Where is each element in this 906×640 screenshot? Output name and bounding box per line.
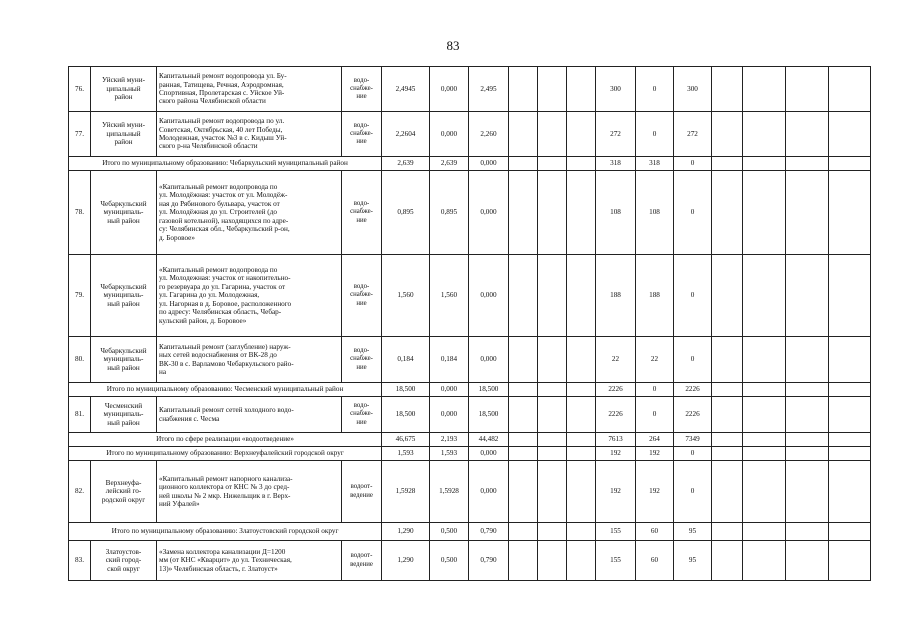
table-row — [69, 67, 871, 112]
value-cell: 0,000 — [469, 255, 509, 337]
value-cell: 0 — [674, 461, 712, 523]
value-cell: 2,260 — [469, 112, 509, 157]
value-cell: 22 — [636, 337, 674, 383]
value-cell: 2226 — [596, 383, 636, 397]
value-cell: 2226 — [674, 383, 712, 397]
empty-cell — [829, 447, 871, 461]
empty-cell — [786, 171, 829, 255]
value-cell: 2226 — [596, 397, 636, 433]
empty-cell — [567, 383, 596, 397]
empty-cell — [509, 397, 538, 433]
value-cell: 192 — [596, 447, 636, 461]
value-cell: 18,500 — [469, 383, 509, 397]
empty-cell — [743, 461, 786, 523]
empty-cell — [567, 157, 596, 171]
empty-cell — [786, 541, 829, 581]
empty-cell — [509, 171, 538, 255]
empty-cell — [712, 461, 743, 523]
empty-cell — [743, 433, 786, 447]
total-label: Итого по муниципальному образованию: Чесменский муниципальный район — [69, 383, 382, 397]
empty-cell — [538, 397, 567, 433]
value-cell: 1,5928 — [430, 461, 469, 523]
empty-cell — [786, 383, 829, 397]
sphere-cell: водо- снабже- ние — [342, 171, 382, 255]
total-label: Итого по муниципальному образованию: Верхнеуфалейский городской округ — [69, 447, 382, 461]
value-cell: 95 — [674, 541, 712, 581]
value-cell: 7349 — [674, 433, 712, 447]
value-cell: 0 — [674, 337, 712, 383]
table-row — [69, 397, 871, 433]
value-cell: 0,895 — [430, 171, 469, 255]
municipality-cell: Чебаркульский муниципаль- ный район — [91, 255, 157, 337]
municipality-cell: Чебаркульский муниципаль- ный район — [91, 337, 157, 383]
row-number: 78. — [69, 171, 91, 255]
empty-cell — [567, 171, 596, 255]
empty-cell — [712, 383, 743, 397]
value-cell: 2,639 — [382, 157, 430, 171]
value-cell: 272 — [674, 112, 712, 157]
empty-cell — [509, 523, 538, 541]
empty-cell — [786, 461, 829, 523]
empty-cell — [712, 433, 743, 447]
value-cell: 1,560 — [430, 255, 469, 337]
value-cell: 60 — [636, 541, 674, 581]
value-cell: 1,560 — [382, 255, 430, 337]
value-cell: 0,000 — [469, 157, 509, 171]
total-row — [69, 433, 871, 447]
empty-cell — [712, 337, 743, 383]
empty-cell — [712, 112, 743, 157]
empty-cell — [538, 523, 567, 541]
empty-cell — [509, 433, 538, 447]
value-cell: 1,593 — [382, 447, 430, 461]
description-cell: «Капитальный ремонт водопровода по ул. Молодёжная: участок от ул. Молодёж- ная до Рябинового бульвара, участок от ул. Молодёжная до ул. Строителей (до газовой котельной), находящихся по адре- су: Челябинская обл., Чебаркульский р-он, д. Боровое» — [157, 171, 342, 255]
sphere-cell: водо- снабже- ние — [342, 67, 382, 112]
empty-cell — [538, 433, 567, 447]
empty-cell — [743, 171, 786, 255]
empty-cell — [829, 397, 871, 433]
municipality-cell: Златоустов- ский город- ской округ — [91, 541, 157, 581]
value-cell: 0,000 — [469, 461, 509, 523]
value-cell: 0,500 — [430, 541, 469, 581]
total-row — [69, 447, 871, 461]
empty-cell — [567, 255, 596, 337]
value-cell: 0,790 — [469, 541, 509, 581]
value-cell: 0,000 — [430, 383, 469, 397]
value-cell: 2,193 — [430, 433, 469, 447]
value-cell: 0 — [636, 383, 674, 397]
value-cell: 2,639 — [430, 157, 469, 171]
table-row — [69, 337, 871, 383]
value-cell: 188 — [596, 255, 636, 337]
value-cell: 2,495 — [469, 67, 509, 112]
value-cell: 300 — [674, 67, 712, 112]
empty-cell — [712, 541, 743, 581]
description-cell: «Капитальный ремонт водопровода по ул. Молодежная: участок от накопительно- го резервуара до ул. Гагарина, участок от ул. Гагарина до ул. Молодежная, ул. Нагорная в д. Боровое, расположенного по адресу: Челябинская область, Чебар- кульский район, д. Боровое» — [157, 255, 342, 337]
value-cell: 18,500 — [382, 397, 430, 433]
value-cell: 192 — [636, 461, 674, 523]
value-cell: 2,4945 — [382, 67, 430, 112]
value-cell: 155 — [596, 523, 636, 541]
empty-cell — [538, 461, 567, 523]
total-row — [69, 523, 871, 541]
value-cell: 0,000 — [469, 171, 509, 255]
empty-cell — [743, 541, 786, 581]
empty-cell — [538, 157, 567, 171]
total-label: Итого по сфере реализации «водоотведение» — [69, 433, 382, 447]
value-cell: 0,184 — [430, 337, 469, 383]
value-cell: 2226 — [674, 397, 712, 433]
value-cell: 60 — [636, 523, 674, 541]
empty-cell — [509, 157, 538, 171]
value-cell: 188 — [636, 255, 674, 337]
empty-cell — [567, 433, 596, 447]
empty-cell — [509, 541, 538, 581]
value-cell: 1,290 — [382, 523, 430, 541]
value-cell: 22 — [596, 337, 636, 383]
empty-cell — [509, 255, 538, 337]
value-cell: 2,2604 — [382, 112, 430, 157]
value-cell: 108 — [596, 171, 636, 255]
value-cell: 264 — [636, 433, 674, 447]
row-number: 81. — [69, 397, 91, 433]
empty-cell — [743, 337, 786, 383]
value-cell: 0,000 — [430, 67, 469, 112]
empty-cell — [786, 157, 829, 171]
value-cell: 155 — [596, 541, 636, 581]
value-cell: 0,000 — [430, 397, 469, 433]
empty-cell — [567, 67, 596, 112]
empty-cell — [509, 447, 538, 461]
value-cell: 0,790 — [469, 523, 509, 541]
empty-cell — [786, 433, 829, 447]
value-cell: 18,500 — [382, 383, 430, 397]
value-cell: 95 — [674, 523, 712, 541]
row-number: 83. — [69, 541, 91, 581]
description-cell: «Капитальный ремонт напорного канализа- ционного коллектора от КНС № 3 до сред- ней школы № 2 мкр. Нижельщик в г. Верх- ний Уфалей» — [157, 461, 342, 523]
empty-cell — [509, 383, 538, 397]
value-cell: 0 — [636, 397, 674, 433]
empty-cell — [567, 397, 596, 433]
empty-cell — [829, 112, 871, 157]
description-cell: Капитальный ремонт водопровода по ул. Советская, Октябрьская, 40 лет Победы, Молодежная, участок №3 в с. Кидыш Уй- ского р-на Челябинской области — [157, 112, 342, 157]
value-cell: 18,500 — [469, 397, 509, 433]
empty-cell — [509, 337, 538, 383]
empty-cell — [538, 337, 567, 383]
empty-cell — [712, 157, 743, 171]
empty-cell — [567, 541, 596, 581]
value-cell: 318 — [636, 157, 674, 171]
empty-cell — [786, 397, 829, 433]
empty-cell — [538, 171, 567, 255]
empty-cell — [829, 67, 871, 112]
empty-cell — [538, 67, 567, 112]
empty-cell — [567, 461, 596, 523]
empty-cell — [743, 397, 786, 433]
empty-cell — [786, 255, 829, 337]
table-row — [69, 112, 871, 157]
value-cell: 46,675 — [382, 433, 430, 447]
description-cell: «Замена коллектора канализации Д=1200 мм (от КНС «Кварцит» до ул. Техническая, 13)» Челябинская область, г. Златоуст» — [157, 541, 342, 581]
empty-cell — [538, 383, 567, 397]
sphere-cell: водо- снабже- ние — [342, 337, 382, 383]
sphere-cell: водоот- ведение — [342, 541, 382, 581]
municipality-cell: Верхнеуфа- лейский го- родской округ — [91, 461, 157, 523]
value-cell: 0 — [674, 171, 712, 255]
table-row — [69, 255, 871, 337]
value-cell: 0,000 — [469, 337, 509, 383]
empty-cell — [829, 433, 871, 447]
value-cell: 192 — [596, 461, 636, 523]
municipality-cell: Чесменский муниципаль- ный район — [91, 397, 157, 433]
sphere-cell: водо- снабже- ние — [342, 397, 382, 433]
table-row — [69, 171, 871, 255]
empty-cell — [509, 112, 538, 157]
row-number: 82. — [69, 461, 91, 523]
empty-cell — [712, 255, 743, 337]
sphere-cell: водо- снабже- ние — [342, 255, 382, 337]
empty-cell — [743, 157, 786, 171]
total-row — [69, 383, 871, 397]
empty-cell — [712, 523, 743, 541]
total-label: Итого по муниципальному образованию: Чебаркульский муниципальный район — [69, 157, 382, 171]
value-cell: 0,500 — [430, 523, 469, 541]
empty-cell — [743, 112, 786, 157]
row-number: 79. — [69, 255, 91, 337]
value-cell: 0 — [674, 255, 712, 337]
empty-cell — [509, 67, 538, 112]
value-cell: 108 — [636, 171, 674, 255]
empty-cell — [829, 461, 871, 523]
empty-cell — [712, 67, 743, 112]
sphere-cell: водоот- ведение — [342, 461, 382, 523]
empty-cell — [538, 447, 567, 461]
empty-cell — [829, 523, 871, 541]
empty-cell — [743, 67, 786, 112]
empty-cell — [712, 171, 743, 255]
empty-cell — [538, 255, 567, 337]
value-cell: 272 — [596, 112, 636, 157]
empty-cell — [743, 255, 786, 337]
value-cell: 300 — [596, 67, 636, 112]
row-number: 77. — [69, 112, 91, 157]
value-cell: 0 — [674, 447, 712, 461]
investment-table — [68, 66, 871, 581]
empty-cell — [538, 112, 567, 157]
value-cell: 1,5928 — [382, 461, 430, 523]
empty-cell — [743, 523, 786, 541]
description-cell: Капитальный ремонт водопровода ул. Бу- ранная, Татищева, Речная, Аэродромная, Спортивная, Пролетарская с. Уйское Уй- ского района Челябинской области — [157, 67, 342, 112]
value-cell: 1,593 — [430, 447, 469, 461]
empty-cell — [712, 447, 743, 461]
value-cell: 0 — [636, 67, 674, 112]
value-cell: 0 — [636, 112, 674, 157]
empty-cell — [786, 67, 829, 112]
empty-cell — [786, 112, 829, 157]
empty-cell — [567, 337, 596, 383]
value-cell: 0,000 — [430, 112, 469, 157]
empty-cell — [538, 541, 567, 581]
empty-cell — [829, 541, 871, 581]
description-cell: Капитальный ремонт (заглубление) наруж- ных сетей водоснабжения от ВК-28 до ВК-30 в с. Варламово Чебаркульского райо- на — [157, 337, 342, 383]
empty-cell — [743, 447, 786, 461]
municipality-cell: Уйский муни- ципальный район — [91, 112, 157, 157]
empty-cell — [786, 447, 829, 461]
empty-cell — [829, 383, 871, 397]
sphere-cell: водо- снабже- ние — [342, 112, 382, 157]
value-cell: 192 — [636, 447, 674, 461]
table-row — [69, 541, 871, 581]
empty-cell — [567, 523, 596, 541]
value-cell: 44,482 — [469, 433, 509, 447]
row-number: 80. — [69, 337, 91, 383]
value-cell: 0,895 — [382, 171, 430, 255]
value-cell: 7613 — [596, 433, 636, 447]
value-cell: 0,000 — [469, 447, 509, 461]
page-number: 83 — [446, 38, 460, 53]
value-cell: 0,184 — [382, 337, 430, 383]
empty-cell — [509, 461, 538, 523]
total-label: Итого по муниципальному образованию: Златоустовский городской округ — [69, 523, 382, 541]
value-cell: 1,290 — [382, 541, 430, 581]
empty-cell — [786, 337, 829, 383]
table-row — [69, 461, 871, 523]
empty-cell — [567, 447, 596, 461]
municipality-cell: Уйский муни- ципальный район — [91, 67, 157, 112]
value-cell: 0 — [674, 157, 712, 171]
empty-cell — [829, 171, 871, 255]
empty-cell — [786, 523, 829, 541]
empty-cell — [829, 157, 871, 171]
municipality-cell: Чебаркульский муниципаль- ный район — [91, 171, 157, 255]
empty-cell — [712, 397, 743, 433]
empty-cell — [829, 337, 871, 383]
row-number: 76. — [69, 67, 91, 112]
value-cell: 318 — [596, 157, 636, 171]
empty-cell — [567, 112, 596, 157]
total-row — [69, 157, 871, 171]
description-cell: Капитальный ремонт сетей холодного водо- снабжения с. Чесма — [157, 397, 342, 433]
empty-cell — [829, 255, 871, 337]
empty-cell — [743, 383, 786, 397]
